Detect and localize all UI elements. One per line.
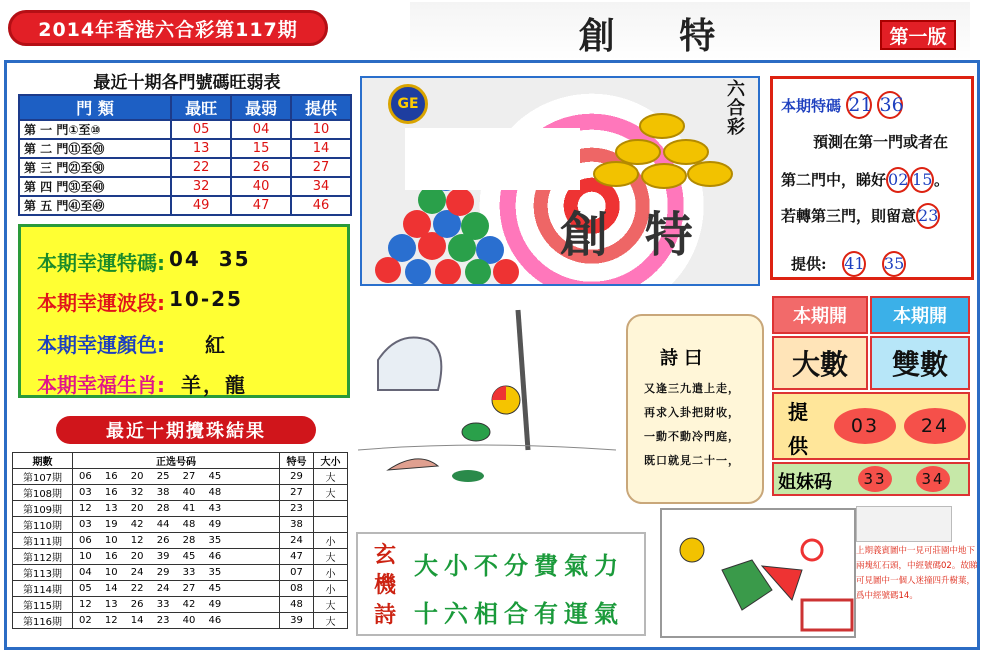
banner-lhc-text: 六合彩	[727, 79, 745, 138]
mystery-line-2: 十六相合有運氣	[414, 600, 624, 628]
special-cell: 29	[280, 469, 314, 485]
table-row	[13, 533, 348, 549]
even-number-cell: 雙數	[870, 336, 970, 390]
poem-line: 再求入卦把財收，	[644, 406, 740, 419]
special-cell: 24	[280, 533, 314, 549]
offer-cell: 10	[291, 120, 351, 139]
special-cell: 27	[280, 485, 314, 501]
hot-cell: 32	[171, 177, 231, 196]
sister-label: 姐妹码	[778, 472, 832, 493]
edition-badge: 第一版	[880, 20, 956, 50]
table-row	[13, 613, 348, 629]
size-cell	[314, 501, 348, 517]
numbers-cell: 03 16 32 38 40 48	[73, 485, 280, 501]
numbers-cell: 12 13 20 28 41 43	[73, 501, 280, 517]
size-cell: 大	[314, 485, 348, 501]
stats-table-title: 最近十期各門號碼旺弱表	[93, 73, 281, 93]
period-cell: 第109期	[13, 501, 73, 517]
issue-text: 2014年香港六合彩第117期	[38, 18, 298, 41]
col-header: 特号	[280, 453, 314, 469]
size-cell: 大	[314, 549, 348, 565]
size-cell: 大	[314, 597, 348, 613]
mystery-line-1: 大小不分費氣力	[414, 552, 624, 580]
special-cell: 08	[280, 581, 314, 597]
numbers-cell: 10 16 20 39 45 46	[73, 549, 280, 565]
table-row	[19, 196, 351, 215]
offer-number: 24	[904, 408, 966, 444]
size-cell	[314, 517, 348, 533]
prediction-text: 提供:	[791, 255, 827, 273]
gate-cell: 第 一 門①至⑩	[19, 120, 171, 139]
lucky-zodiac-row	[37, 369, 247, 398]
stats-table	[18, 94, 352, 216]
table-row	[13, 549, 348, 565]
special-cell: 47	[280, 549, 314, 565]
number-circle: 23	[916, 203, 940, 229]
lucky-special-label: 本期幸運特碼:	[37, 251, 165, 275]
prediction-line1	[781, 91, 903, 119]
gate-cell: 第 五 門㊶至㊾	[19, 196, 171, 215]
prediction-text: 。	[934, 171, 950, 189]
banner-blank	[405, 128, 580, 190]
period-cell: 第107期	[13, 469, 73, 485]
offer-cell: 34	[291, 177, 351, 196]
results-title: 最近十期攪珠結果	[56, 416, 316, 444]
size-cell: 小	[314, 565, 348, 581]
prediction-line5	[791, 251, 906, 277]
offer-cell: 14	[291, 139, 351, 158]
period-cell: 第112期	[13, 549, 73, 565]
col-header: 正选号码	[73, 453, 280, 469]
hot-cell: 13	[171, 139, 231, 158]
hot-cell: 22	[171, 158, 231, 177]
issue-banner	[8, 10, 328, 46]
cold-cell: 04	[231, 120, 291, 139]
lucky-band-label: 本期幸運波段:	[37, 291, 165, 315]
prediction-text: 第二門中，睇好	[781, 171, 887, 189]
prediction-text: 若轉第三門，則留意	[781, 207, 917, 225]
lucky-color-label: 本期幸運顏色:	[37, 333, 165, 357]
table-row	[19, 120, 351, 139]
offer-label-a: 提	[788, 400, 808, 424]
numbers-cell: 06 16 20 25 27 45	[73, 469, 280, 485]
special-cell: 07	[280, 565, 314, 581]
offer-cell: 46	[291, 196, 351, 215]
numbers-cell: 05 14 22 24 27 45	[73, 581, 280, 597]
gate-cell: 第 四 門㉛至㊵	[19, 177, 171, 196]
lucky-zodiac-label: 本期幸福生肖:	[37, 373, 165, 397]
size-cell: 小	[314, 533, 348, 549]
poem-line: 既口就見二十一，	[644, 454, 740, 467]
special-cell: 23	[280, 501, 314, 517]
hot-cell: 49	[171, 196, 231, 215]
size-cell: 大	[314, 613, 348, 629]
poem-title: 詩 曰	[660, 348, 703, 369]
prediction-line2: 預測在第一門或者在	[813, 133, 949, 151]
col-header: 大小	[314, 453, 348, 469]
col-header: 期數	[13, 453, 73, 469]
table-row	[13, 501, 348, 517]
special-cell: 38	[280, 517, 314, 533]
col-header: 門 類	[19, 95, 171, 120]
crab-scene-icon	[358, 300, 616, 500]
period-cell: 第108期	[13, 485, 73, 501]
lucky-zodiac-value: 羊，龍	[181, 373, 247, 397]
open-label-1: 本期開	[772, 296, 868, 334]
cold-cell: 15	[231, 139, 291, 158]
logo-icon: GE	[388, 84, 428, 124]
table-row	[13, 581, 348, 597]
number-circle: 02	[886, 167, 910, 193]
col-header: 最旺	[171, 95, 231, 120]
table-row	[13, 469, 348, 485]
lucky-band-value: 10-25	[169, 287, 243, 311]
table-row	[13, 485, 348, 501]
mystery-label-1: 玄	[373, 543, 396, 568]
results-table	[12, 452, 348, 629]
prediction-box	[770, 76, 974, 280]
numbers-cell: 04 10 24 29 33 35	[73, 565, 280, 581]
numbers-cell: 02 12 14 23 40 46	[73, 613, 280, 629]
numbers-cell: 03 19 42 44 48 49	[73, 517, 280, 533]
table-row	[19, 177, 351, 196]
hot-cell: 05	[171, 120, 231, 139]
big-number-cell: 大數	[772, 336, 868, 390]
table-row	[13, 597, 348, 613]
cartoon-crab-image	[358, 300, 616, 500]
offer-number: 03	[834, 408, 896, 444]
cartoon-kids-image	[660, 508, 856, 638]
col-header: 最弱	[231, 95, 291, 120]
number-circle: 41	[842, 251, 866, 277]
lucky-box	[18, 224, 350, 398]
number-circle: 35	[882, 251, 906, 277]
banner-title: 創 特	[560, 207, 703, 263]
gate-cell: 第 三 門㉑至㉚	[19, 158, 171, 177]
open-label-2: 本期開	[870, 296, 970, 334]
table-row	[19, 139, 351, 158]
sister-number: 34	[916, 466, 950, 492]
period-cell: 第111期	[13, 533, 73, 549]
offer-label-b: 供	[788, 434, 808, 458]
mystery-label-3: 詩	[373, 603, 396, 628]
size-cell: 小	[314, 581, 348, 597]
offer-cell: 27	[291, 158, 351, 177]
prediction-line3	[781, 167, 949, 193]
poem-line: 一動不動冷門庭，	[644, 430, 740, 443]
period-cell: 第113期	[13, 565, 73, 581]
prediction-label: 本期特碼	[781, 97, 842, 115]
numbers-cell: 12 13 26 33 42 49	[73, 597, 280, 613]
col-header: 提供	[291, 95, 351, 120]
period-cell: 第110期	[13, 517, 73, 533]
note-thumbnail	[856, 506, 952, 542]
previous-note: 上期義賓圖中一見可莊園中地下兩塊紅石頭，中經號碼02。故睇可見圖中一個人迷撞四升樹葉，爲中經號碼14。	[856, 546, 978, 601]
special-cell: 48	[280, 597, 314, 613]
number-circle: 21	[846, 91, 872, 119]
sister-number: 33	[858, 466, 892, 492]
kids-scene-icon	[662, 510, 858, 640]
number-circle: 15	[910, 167, 934, 193]
period-cell: 第114期	[13, 581, 73, 597]
gate-cell: 第 二 門⑪至⑳	[19, 139, 171, 158]
special-cell: 39	[280, 613, 314, 629]
lucky-band-row	[37, 287, 243, 316]
number-circle: 36	[877, 91, 903, 119]
page-title: 創 特	[578, 15, 742, 57]
cold-cell: 40	[231, 177, 291, 196]
period-cell: 第115期	[13, 597, 73, 613]
table-row	[13, 565, 348, 581]
size-cell: 大	[314, 469, 348, 485]
table-row	[13, 517, 348, 533]
lucky-color-value: 紅	[205, 333, 227, 357]
cold-cell: 47	[231, 196, 291, 215]
period-cell: 第116期	[13, 613, 73, 629]
mystery-label-2: 機	[373, 573, 396, 598]
lucky-special-row	[37, 247, 251, 276]
numbers-cell: 06 10 12 26 28 35	[73, 533, 280, 549]
lucky-special-value: 04 35	[169, 247, 251, 271]
poem-line: 又逢三九遣上走，	[644, 382, 740, 395]
table-row	[19, 158, 351, 177]
lucky-color-row	[37, 329, 227, 358]
cold-cell: 26	[231, 158, 291, 177]
prediction-line4	[781, 203, 940, 229]
